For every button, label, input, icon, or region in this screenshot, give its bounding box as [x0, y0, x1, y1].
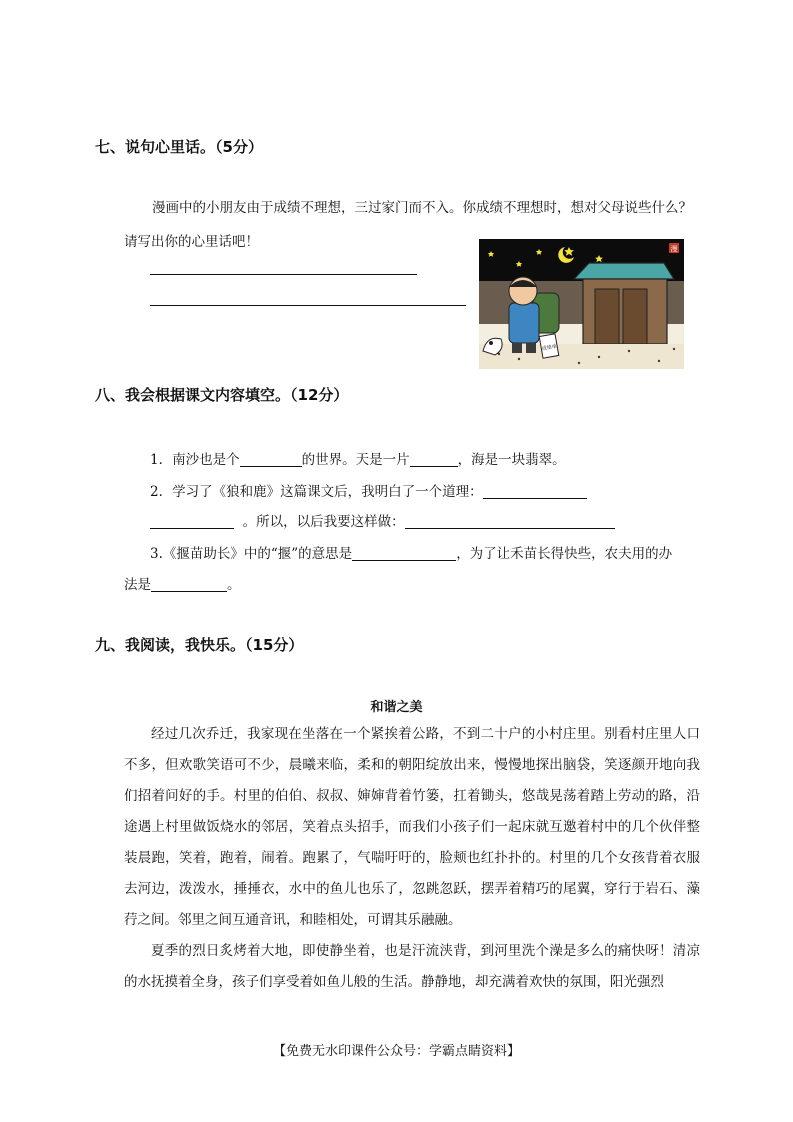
cartoon-image	[479, 239, 684, 369]
q8-item-2-blank-1[interactable]	[483, 484, 587, 499]
q8-item-2-blank-3[interactable]	[405, 514, 615, 529]
q8-item-3-blank-1[interactable]	[352, 546, 456, 561]
cartoon-stamp-text: 漫	[670, 245, 678, 253]
q8-item-2	[150, 480, 587, 500]
q8-item-2-text-a: 2．学习了《狼和鹿》这篇课文后，我明白了一个道理：	[150, 484, 483, 500]
q8-item-1	[150, 448, 566, 468]
passage-body	[124, 719, 700, 998]
q8-item-2-cont	[150, 510, 615, 530]
q8-item-1-text-b: 的世界。天是一片	[301, 452, 410, 468]
footer-note: 【免费无水印课件公众号：学霸点睛资料】	[272, 1044, 520, 1059]
q7-title: 七、说句心里话。（5分）	[95, 138, 263, 156]
q7-prompt-line1: 漫画中的小朋友由于成绩不理想，三过家门而不入。你成绩不理想时，想对父母说些什么？	[152, 200, 692, 216]
q9-title: 九、我阅读，我快乐。（15分）	[95, 636, 304, 654]
q7-answer-line-2[interactable]	[150, 305, 466, 306]
q8-item-1-text-a: 1．南沙也是个	[150, 452, 240, 468]
q8-item-3-blank-2[interactable]	[151, 577, 227, 592]
q8-item-3-cont	[124, 573, 241, 593]
q8-item-2-blank-2[interactable]	[150, 514, 234, 529]
q8-title: 八、我会根据课文内容填空。（12分）	[95, 386, 349, 404]
q8-item-3	[150, 542, 672, 562]
q8-item-3-text-c: 法是	[124, 577, 151, 593]
passage-paragraph-2: 夏季的烈日炙烤着大地，即使静坐着，也是汗流浃背，到河里洗个澡是多么的痛快呀！清凉的水抚摸着全身，孩子们享受着如鱼儿般的生活。静静地，却充满着欢快的氛围，阳光强烈	[124, 943, 700, 990]
q8-item-2-text-b: 。所以，以后我要这样做：	[242, 514, 405, 530]
q7-answer-line-1[interactable]	[150, 274, 417, 275]
q8-item-1-blank-2[interactable]	[410, 452, 458, 467]
cartoon-report-card-text: 成绩单	[541, 343, 558, 353]
passage-title: 和谐之美	[370, 700, 423, 715]
q8-item-1-text-c: ，海是一块翡翠。	[457, 452, 566, 468]
q8-item-3-text-b: ，为了让禾苗长得快些，农夫用的办	[456, 546, 673, 562]
q8-item-3-text-d: 。	[227, 577, 241, 593]
passage-paragraph-1: 经过几次乔迁，我家现在坐落在一个紧挨着公路，不到二十户的小村庄里。别看村庄里人口不多，但欢歌笑语可不少，晨曦来临，柔和的朝阳绽放出来，慢慢地探出脑袋，笑逐颜开地向我们招着问好的手。村里的伯伯、叔叔、婶婶背着竹篓，扛着锄头，悠哉晃荡着踏上劳动的路，沿途遇上村里做饭烧水的邻居，笑着点头招手，而我们小孩子们一起床就互邀着村中的几个伙伴整装晨跑，笑着，跑着，闹着。跑累了，气喘吁吁的，脸颊也红扑扑的。村里的几个女孩背着衣服去河边，泼泼水，捶捶衣，水中的鱼儿也乐了，忽跳忽跃，摆弄着精巧的尾翼，穿行于岩石、藻荇之间。邻里之间互通音讯，和睦相处，可谓其乐融融。	[124, 726, 700, 928]
q8-item-1-blank-1[interactable]	[240, 452, 302, 467]
q8-item-3-text-a: 3.《揠苗助长》中的“揠”的意思是	[150, 546, 353, 562]
q7-prompt-line2: 请写出你的心里话吧！	[124, 234, 259, 250]
